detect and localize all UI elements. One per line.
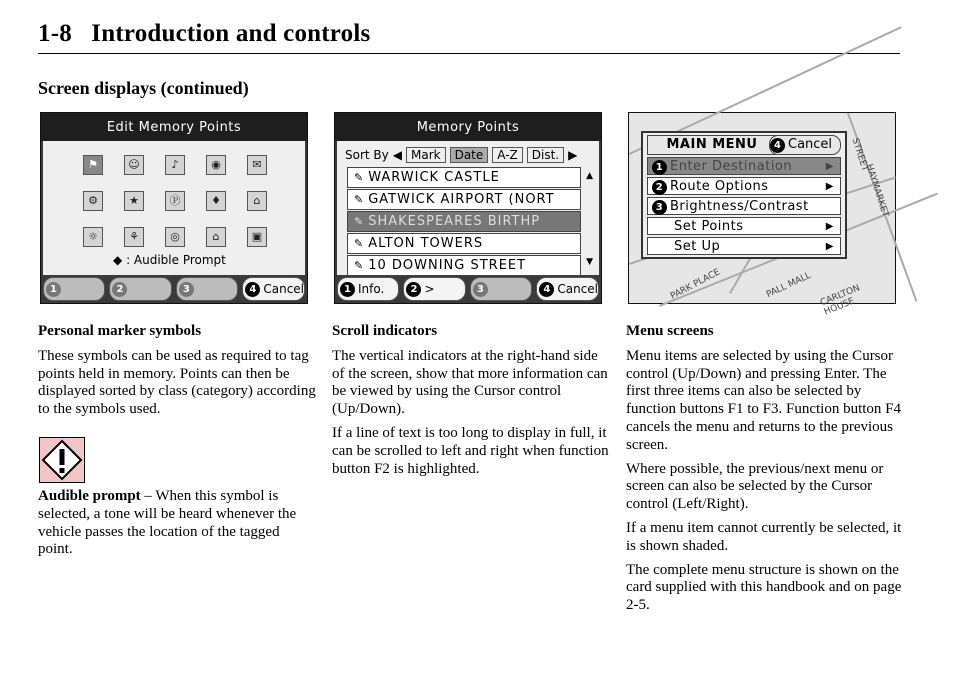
chevron-right-icon: ▶ — [825, 161, 834, 172]
list-item[interactable]: ✎ 10 DOWNING STREET — [347, 255, 581, 276]
menu-item-set-up[interactable]: Set Up ▶ — [647, 237, 841, 255]
screen-title: Edit Memory Points — [41, 113, 307, 141]
menu-item-route-options[interactable]: 2 Route Options ▶ — [647, 177, 841, 195]
map-label: STREET — [849, 137, 870, 173]
tab-dist[interactable]: Dist. — [527, 147, 564, 163]
marker-symbol-icon[interactable]: Ⓟ — [165, 191, 185, 211]
paragraph: The complete menu structure is shown on the card supplied with this handbook and on page 2-5. — [626, 561, 902, 614]
f2-button[interactable]: 2 — [109, 277, 171, 301]
f1-button[interactable]: 1 — [43, 277, 105, 301]
map-label: PALL MALL — [765, 270, 813, 301]
marker-symbol-icon[interactable]: ⚙ — [83, 191, 103, 211]
tab-date[interactable]: Date — [450, 147, 489, 163]
paragraph: These symbols can be used as required to tag points held in memory. Points can then be displayed sorted by class (category) according to the symbols used. — [38, 347, 316, 418]
column-menu-screens — [626, 323, 904, 621]
chevron-right-icon: ▶ — [825, 241, 834, 252]
marker-symbol-icon[interactable]: ◎ — [165, 227, 185, 247]
scroll-down-indicator-icon: ▼ — [586, 257, 593, 267]
cancel-button[interactable]: 4 Cancel — [769, 135, 841, 155]
paragraph: If a menu item cannot currently be selected, it is shown shaded. — [626, 519, 902, 554]
scroll-button[interactable]: 2 > — [403, 277, 465, 301]
header-rule — [38, 53, 900, 54]
function-bar — [337, 277, 599, 301]
memory-list — [347, 167, 581, 277]
cancel-button[interactable]: 4 Cancel — [242, 277, 305, 301]
column-scroll-indicators — [332, 323, 610, 484]
scroll-up-indicator-icon: ▲ — [586, 171, 593, 181]
page-header — [38, 20, 370, 48]
sort-row — [345, 147, 577, 163]
list-item[interactable]: ✎ GATWICK AIRPORT (NORT — [347, 189, 581, 210]
heading: Menu screens — [626, 323, 714, 339]
list-item[interactable]: ✎ SHAKESPEARES BIRTHP — [347, 211, 581, 232]
legend-text: : Audible Prompt — [126, 253, 226, 267]
audible-prompt-icon: ◆ — [113, 253, 123, 267]
heading: Personal marker symbols — [38, 323, 202, 339]
map-label: HAYMARKET — [863, 163, 890, 219]
marker-icon: ✎ — [354, 171, 365, 184]
marker-symbol-icon[interactable]: ★ — [124, 191, 144, 211]
marker-icon: ✎ — [354, 215, 365, 228]
f3-button[interactable]: 3 — [470, 277, 532, 301]
function-bar — [43, 277, 305, 301]
paragraph: Menu items are selected by using the Cursor control (Up/Down) and pressing Enter. The first three items can also be selected by function buttons F1 to F3. Function button F4 cancels the menu and returns to the previous screen. — [626, 347, 902, 453]
chevron-right-icon: ▶ — [825, 221, 834, 232]
marker-symbol-icon[interactable]: ▣ — [247, 227, 267, 247]
marker-symbol-icon[interactable]: ♪ — [165, 155, 185, 175]
menu-title: MAIN MENU — [647, 135, 777, 155]
audible-prompt-note — [38, 488, 316, 565]
page-number: 1-8 — [38, 20, 72, 47]
right-arrow-icon[interactable]: ▶ — [568, 148, 578, 162]
marker-symbol-icon[interactable]: ✉ — [247, 155, 267, 175]
marker-symbol-icon[interactable]: ☼ — [83, 227, 103, 247]
marker-icon: ✎ — [354, 237, 365, 250]
chevron-right-icon: ▶ — [825, 181, 834, 192]
heading: Scroll indicators — [332, 323, 438, 339]
marker-symbol-icon[interactable]: ♦ — [206, 191, 226, 211]
marker-symbol-icon[interactable]: ⌂ — [247, 191, 267, 211]
symbol-grid — [83, 155, 267, 247]
audible-prompt-term: Audible prompt — [38, 488, 141, 504]
memory-list-panel — [337, 141, 599, 275]
column-personal-markers — [38, 323, 316, 425]
marker-symbol-icon[interactable]: ⚘ — [124, 227, 144, 247]
main-menu — [641, 131, 847, 259]
edit-memory-points-screen — [40, 112, 308, 304]
left-arrow-icon[interactable]: ◀ — [392, 148, 402, 162]
info-button[interactable]: 1 Info. — [337, 277, 399, 301]
list-item[interactable]: ✎ ALTON TOWERS — [347, 233, 581, 254]
page-title: Introduction and controls — [91, 20, 371, 47]
paragraph: If a line of text is too long to display in full, it can be scrolled to left and right when function button F2 is highlighted. — [332, 424, 609, 477]
memory-points-screen — [334, 112, 602, 304]
symbol-grid-panel — [43, 141, 305, 275]
marker-symbol-icon[interactable]: ⚑ — [83, 155, 103, 175]
section-title: Screen displays (continued) — [38, 78, 249, 98]
list-item[interactable]: ✎ WARWICK CASTLE — [347, 167, 581, 188]
marker-symbol-icon[interactable]: ⌂ — [206, 227, 226, 247]
f3-button[interactable]: 3 — [176, 277, 238, 301]
sort-label: Sort By — [345, 148, 389, 162]
marker-icon: ✎ — [354, 259, 365, 272]
cancel-button[interactable]: 4 Cancel — [536, 277, 599, 301]
map-label: CARLTON HOUSE — [819, 283, 862, 318]
screen-title: Memory Points — [335, 113, 601, 141]
audible-prompt-legend — [113, 253, 226, 267]
marker-symbol-icon[interactable]: ☺ — [124, 155, 144, 175]
menu-item-brightness-contrast[interactable]: 3 Brightness/Contrast — [647, 197, 841, 215]
paragraph: Where possible, the previous/next menu or screen can also be selected by the Cursor control (Left/Right). — [626, 460, 884, 513]
tab-mark[interactable]: Mark — [406, 147, 446, 163]
warning-icon — [39, 437, 85, 483]
paragraph: The vertical indicators at the right-hand side of the screen, show that more information can be viewed by using the Cursor control (Up/Down). — [332, 347, 608, 418]
main-menu-screen — [628, 112, 896, 318]
map-label: PARK PLACE — [669, 267, 722, 302]
marker-symbol-icon[interactable]: ◉ — [206, 155, 226, 175]
audible-prompt-text: – When this symbol is selected, a tone will be heard whenever the vehicle passes the location of the tagged point. — [38, 488, 297, 558]
marker-icon: ✎ — [354, 193, 365, 206]
tab-a-z[interactable]: A-Z — [492, 147, 523, 163]
menu-item-enter-destination[interactable]: 1 Enter Destination ▶ — [647, 157, 841, 175]
menu-item-set-points[interactable]: Set Points ▶ — [647, 217, 841, 235]
